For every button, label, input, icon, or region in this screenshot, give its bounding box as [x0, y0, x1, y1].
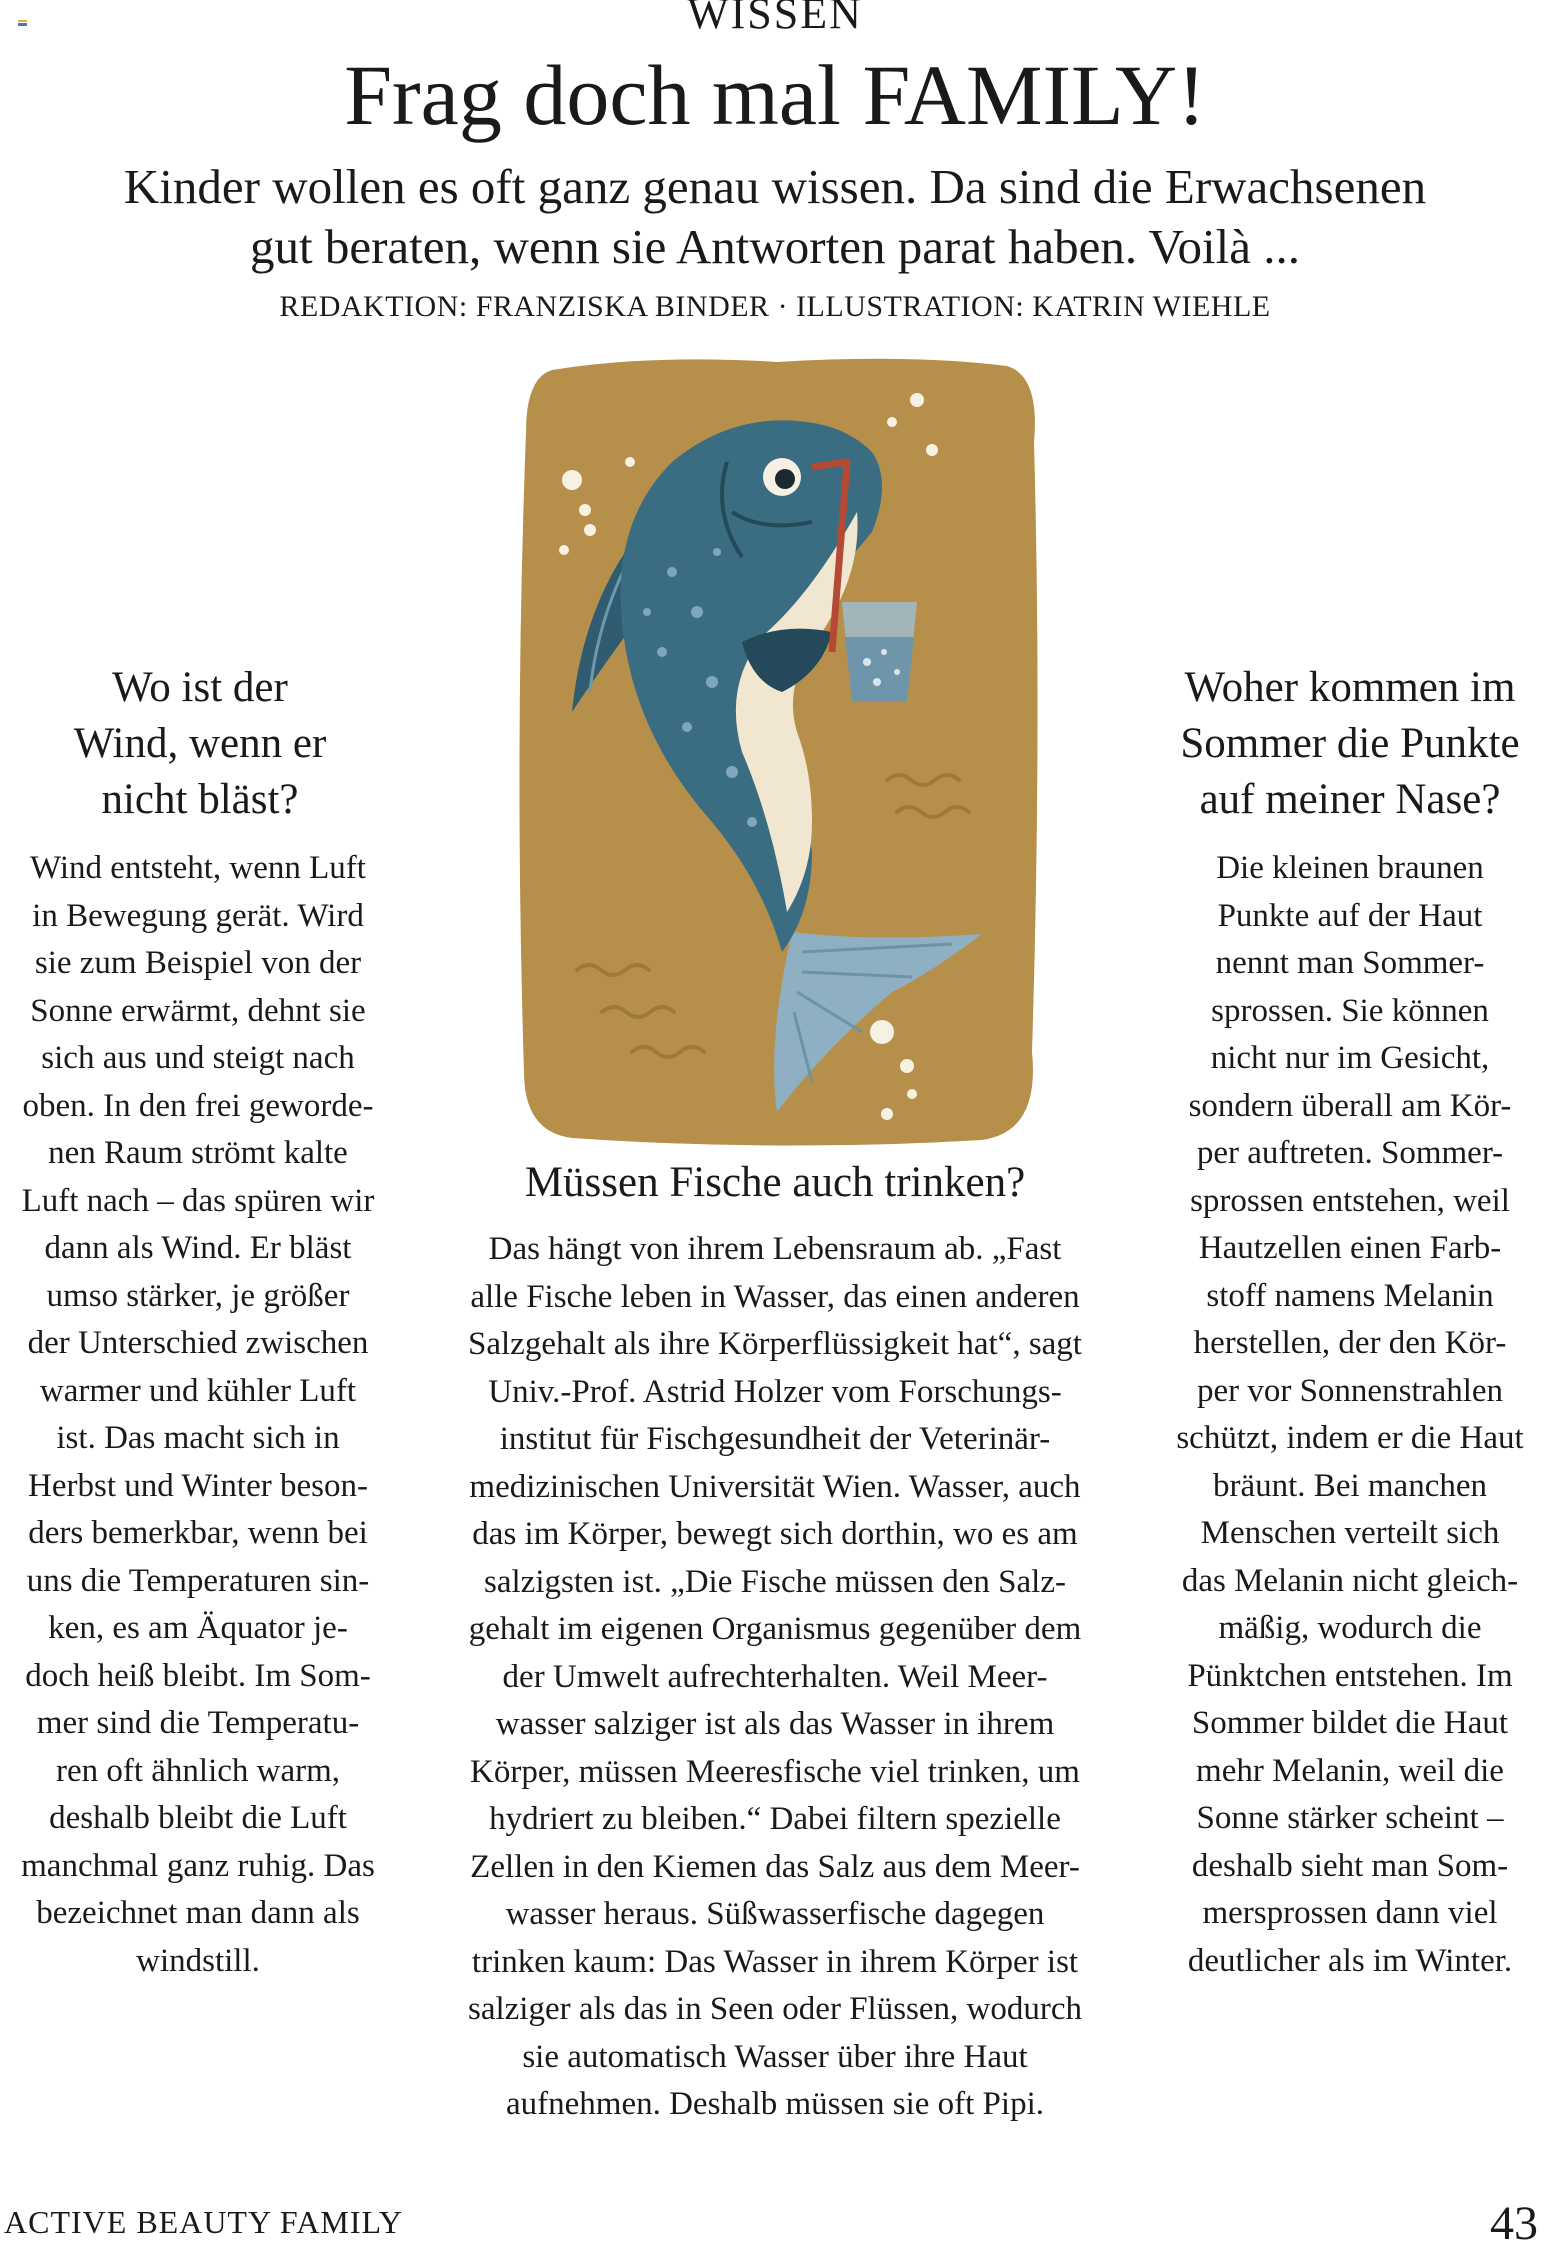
text-line: wasser heraus. Süßwasserfische dagegen: [505, 1896, 1045, 1932]
question-heading-wind: [30, 660, 370, 828]
text-line: schützt, indem er die Haut: [1176, 1420, 1524, 1456]
text-line: mehr Melanin, weil die: [1196, 1752, 1504, 1789]
text-line: sprossen. Sie können: [1211, 992, 1489, 1029]
text-line: Das hängt von ihrem Lebensraum ab. „Fast: [488, 1231, 1062, 1267]
page-title: Frag doch mal FAMILY!: [344, 47, 1206, 143]
text-line: nennt man Sommer-: [1215, 945, 1485, 981]
heading-line: Sommer die Punkte: [1180, 720, 1520, 767]
answer-text-wind: [0, 845, 396, 1985]
text-line: trinken kaum: Das Wasser in ihrem Körper ist: [471, 1943, 1079, 1980]
intro-text: [40, 157, 1510, 277]
text-line: deshalb sieht man Som-: [1191, 1847, 1509, 1884]
text-line: Sommer bildet die Haut: [1191, 1705, 1509, 1741]
text-line: bräunt. Bei manchen: [1213, 1467, 1487, 1504]
text-line: stoff namens Melanin: [1206, 1277, 1494, 1314]
text-line: Die kleinen braunen: [1216, 850, 1484, 886]
text-line: medizinischen Universität Wien. Wasser, auch: [469, 1468, 1081, 1505]
text-line: das im Körper, bewegt sich dorthin, wo es am: [472, 1516, 1078, 1552]
text-line: sprossen entstehen, weil: [1190, 1182, 1510, 1219]
text-line: oben. In den frei geworde-: [22, 1087, 374, 1124]
text-line: gehalt im eigenen Organismus gegenüber dem: [468, 1611, 1082, 1647]
text-line: deshalb bleibt die Luft: [49, 1800, 347, 1836]
text-line: der Umwelt aufrechterhalten. Weil Meer-: [502, 1658, 1048, 1695]
text-line: nen Raum strömt kalte: [48, 1135, 348, 1171]
text-line: Zellen in den Kiemen das Salz aus dem Meer-: [470, 1848, 1080, 1885]
heading-line: Wind, wenn er: [73, 720, 327, 767]
text-line: sondern überall am Kör-: [1188, 1087, 1512, 1124]
text-line: Univ.-Prof. Astrid Holzer vom Forschungs-: [488, 1373, 1062, 1410]
credits-line: REDAKTION: FRANZISKA BINDER · ILLUSTRATION: KATRIN WIEHLE: [279, 290, 1271, 323]
text-line: Menschen verteilt sich: [1200, 1515, 1500, 1551]
text-line: mäßig, wodurch die: [1218, 1610, 1482, 1646]
text-line: herstellen, der den Kör-: [1193, 1325, 1507, 1361]
text-line: der Unterschied zwischen: [27, 1325, 369, 1361]
text-line: alle Fische leben in Wasser, das einen anderen: [470, 1278, 1080, 1315]
text-line: salziger als das in Seen oder Flüssen, wodurch: [467, 1991, 1083, 2027]
intro-line: gut beraten, wenn sie Antworten parat haben. Voilà ...: [249, 219, 1301, 274]
text-line: per auftreten. Sommer-: [1196, 1135, 1504, 1171]
text-line: manchmal ganz ruhig. Das: [21, 1847, 375, 1884]
text-line: doch heiß bleibt. Im Som-: [25, 1657, 371, 1694]
heading-line: Wo ist der: [112, 664, 288, 711]
text-line: nicht nur im Gesicht,: [1210, 1040, 1490, 1076]
text-line: per vor Sonnenstrahlen: [1196, 1372, 1504, 1409]
text-line: Wind entsteht, wenn Luft: [30, 850, 366, 886]
question-heading-fish: [430, 1155, 1120, 1211]
text-line: das Melanin nicht gleich-: [1181, 1562, 1519, 1599]
question-heading-freckles: [1150, 660, 1550, 828]
text-line: wasser salziger ist als das Wasser in ihrem: [495, 1706, 1055, 1742]
text-line: warmer und kühler Luft: [39, 1372, 357, 1409]
page-number: 43: [1490, 2197, 1538, 2250]
text-line: ders bemerkbar, wenn bei: [28, 1515, 368, 1551]
text-line: Herbst und Winter beson-: [28, 1467, 368, 1504]
text-line: uns die Temperaturen sin-: [26, 1562, 370, 1599]
text-line: hydriert zu bleiben.“ Dabei filtern spezielle: [489, 1801, 1061, 1837]
text-line: ken, es am Äquator je-: [48, 1610, 348, 1646]
text-line: ren oft ähnlich warm,: [55, 1752, 341, 1789]
text-line: sie zum Beispiel von der: [34, 945, 362, 981]
text-line: sich aus und steigt nach: [41, 1040, 355, 1076]
text-line: umso stärker, je größer: [46, 1277, 350, 1314]
text-line: mersprossen dann viel: [1202, 1895, 1498, 1931]
text-line: dann als Wind. Er bläst: [44, 1230, 352, 1266]
text-line: Salzgehalt als ihre Körperflüssigkeit hat“, sagt: [468, 1326, 1082, 1362]
text-line: Punkte auf der Haut: [1217, 897, 1483, 934]
text-line: Hautzellen einen Farb-: [1198, 1230, 1502, 1266]
text-line: in Bewegung gerät. Wird: [32, 897, 364, 934]
text-line: aufnehmen. Deshalb müssen sie oft Pipi.: [506, 2086, 1044, 2122]
heading-line: auf meiner Nase?: [1199, 776, 1501, 823]
text-line: deutlicher als im Winter.: [1187, 1942, 1513, 1979]
heading-line: Müssen Fische auch trinken?: [524, 1159, 1026, 1206]
text-line: windstill.: [136, 1942, 260, 1979]
intro-line: Kinder wollen es oft ganz genau wissen. Da sind die Erwachsenen: [123, 159, 1427, 214]
text-line: institut für Fischgesundheit der Veterinär-: [499, 1421, 1051, 1457]
answer-text-fish: [430, 1226, 1120, 2129]
fish-drinking-illustration: [512, 352, 1043, 1148]
text-line: Körper, müssen Meeresfische viel trinken, um: [470, 1753, 1080, 1790]
heading-line: nicht bläst?: [101, 776, 299, 823]
section-label: WISSEN: [687, 0, 863, 38]
text-line: sie automatisch Wasser über ihre Haut: [522, 2038, 1028, 2075]
text-line: ist. Das macht sich in: [56, 1420, 340, 1456]
text-line: salzigsten ist. „Die Fische müssen den Salz-: [484, 1563, 1066, 1600]
text-line: Pünktchen entstehen. Im: [1187, 1657, 1513, 1694]
text-line: Sonne erwärmt, dehnt sie: [30, 992, 366, 1029]
text-line: mer sind die Temperatu-: [36, 1705, 360, 1741]
text-line: Luft nach – das spüren wir: [21, 1182, 375, 1219]
text-line: bezeichnet man dann als: [36, 1895, 360, 1931]
magazine-name: ACTIVE BEAUTY FAMILY: [4, 2204, 403, 2240]
heading-line: Woher kommen im: [1184, 664, 1516, 711]
text-line: Sonne stärker scheint –: [1196, 1800, 1504, 1836]
answer-text-freckles: [1150, 845, 1550, 1985]
